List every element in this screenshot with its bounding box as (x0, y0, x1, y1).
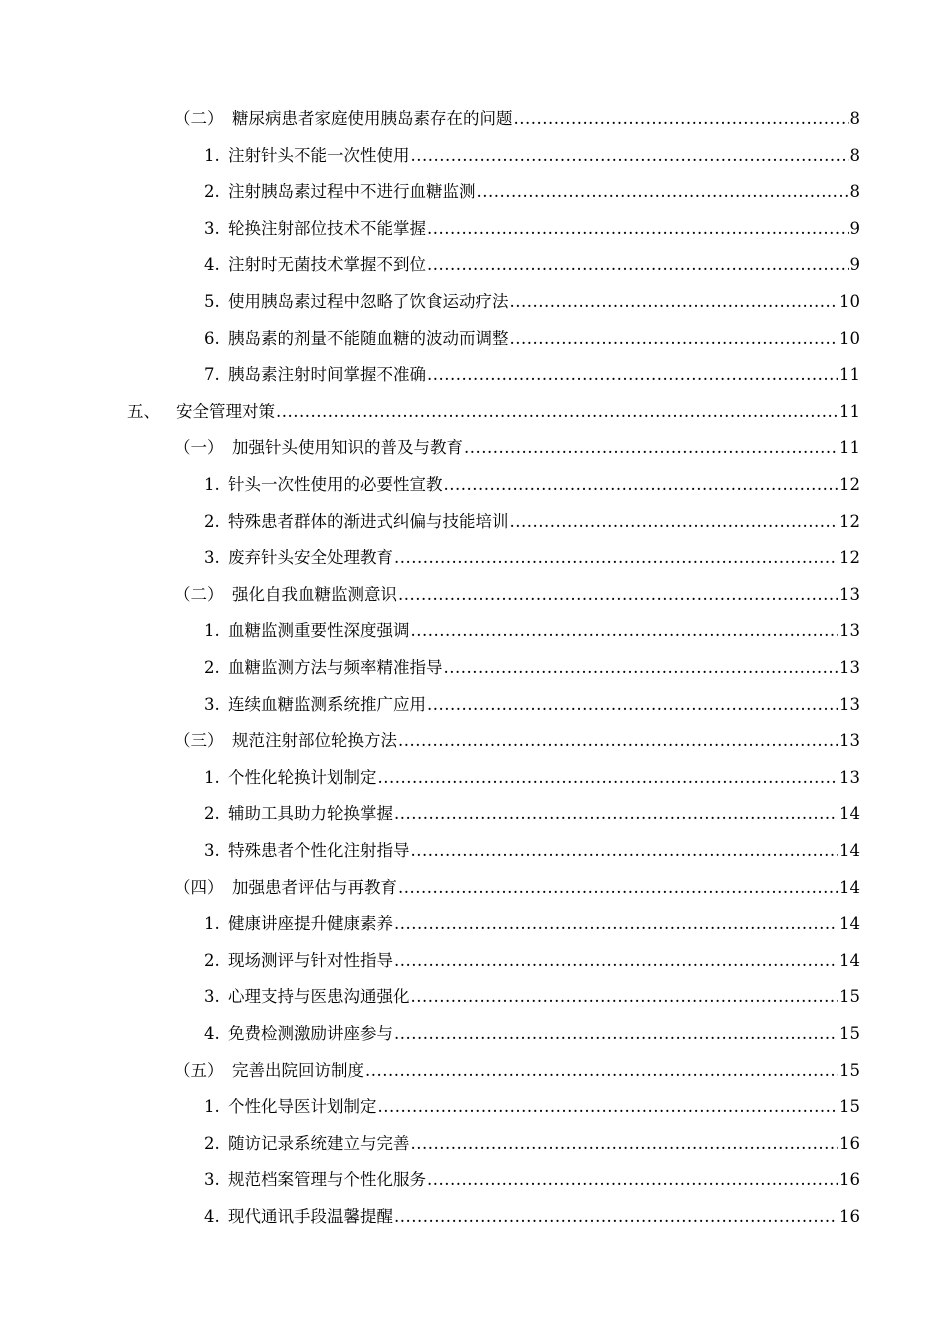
toc-entry-title: 轮换注射部位技术不能掌握 (228, 218, 426, 238)
toc-dot-leader (398, 730, 838, 752)
toc-entry-number: （一） (174, 438, 224, 458)
toc-entry[interactable] (204, 328, 860, 350)
toc-page-number: 11 (839, 438, 860, 458)
toc-entry[interactable] (174, 584, 860, 606)
toc-entry[interactable] (174, 437, 860, 459)
toc-entry[interactable] (174, 1060, 860, 1082)
toc-page-number: 16 (839, 1207, 860, 1226)
toc-page-number: 10 (839, 328, 860, 348)
toc-page-number: 13 (839, 694, 860, 714)
toc-dot-leader (365, 1060, 838, 1082)
toc-dot-leader (398, 584, 838, 606)
toc-entry-number: （二） (174, 584, 224, 604)
toc-entry-number: 4. (204, 255, 220, 275)
toc-entry-number: 1. (204, 914, 220, 934)
toc-entry-title: 强化自我血糖监测意识 (232, 584, 397, 604)
toc-entry[interactable] (204, 657, 860, 679)
toc-entry-number: （四） (174, 877, 224, 897)
toc-dot-leader (394, 547, 838, 569)
toc-entry-title: 血糖监测方法与频率精准指导 (228, 658, 443, 677)
toc-dot-leader (427, 1169, 838, 1191)
toc-dot-leader (444, 474, 839, 496)
toc-page-number: 14 (839, 841, 860, 860)
toc-dot-leader (427, 694, 838, 716)
toc-page-number: 8 (849, 145, 860, 165)
toc-entry-title: 个性化导医计划制定 (228, 1097, 377, 1117)
toc-entry-title: 血糖监测重要性深度强调 (228, 621, 410, 641)
toc-dot-leader (510, 511, 839, 533)
toc-dot-leader (394, 913, 838, 935)
toc-page-number: 12 (839, 548, 860, 568)
toc-page-number: 8 (849, 182, 860, 202)
toc-entry[interactable] (204, 364, 860, 386)
toc-page-number: 14 (839, 950, 860, 970)
toc-page-number: 16 (839, 1170, 860, 1190)
toc-entry-title: 加强患者评估与再教育 (232, 877, 397, 897)
toc-page-number: 13 (839, 621, 860, 641)
toc-page-number: 9 (849, 255, 860, 275)
toc-entry-number: 2. (204, 804, 220, 824)
toc-page-number: 9 (849, 218, 860, 238)
toc-page-number: 12 (839, 511, 860, 531)
toc-dot-leader (427, 254, 849, 276)
toc-dot-leader (394, 1023, 838, 1045)
toc-dot-leader (394, 950, 838, 972)
toc-entry-title: 现场测评与针对性指导 (228, 950, 393, 970)
toc-entry-title: 注射时无菌技术掌握不到位 (228, 255, 426, 275)
toc-entry[interactable] (204, 1133, 860, 1155)
toc-entry-title: 随访记录系统建立与完善 (228, 1133, 410, 1153)
toc-entry[interactable] (174, 108, 860, 130)
toc-entry[interactable] (204, 291, 860, 313)
toc-dot-leader (394, 803, 838, 825)
toc-entry[interactable] (204, 511, 860, 533)
toc-entry[interactable] (204, 803, 860, 825)
toc-entry-number: 3. (204, 218, 220, 238)
toc-dot-leader (411, 620, 839, 642)
toc-entry-number: 6. (204, 328, 220, 348)
toc-page-number: 10 (839, 292, 860, 311)
toc-entry[interactable] (204, 547, 860, 569)
toc-page-number: 14 (839, 804, 860, 824)
toc-entry[interactable] (204, 218, 860, 240)
toc-dot-leader (427, 364, 838, 386)
toc-entry[interactable] (204, 254, 860, 276)
toc-dot-leader (510, 328, 839, 350)
toc-dot-leader (411, 986, 839, 1008)
toc-entry[interactable] (204, 1023, 860, 1045)
toc-page-number: 13 (839, 731, 860, 751)
toc-entry[interactable] (204, 986, 860, 1008)
toc-dot-leader (411, 840, 839, 862)
toc-entry[interactable] (204, 913, 860, 935)
toc-dot-leader (411, 145, 849, 167)
toc-page-number: 13 (839, 767, 860, 787)
toc-entry-title: 现代通讯手段温馨提醒 (228, 1207, 393, 1226)
toc-entry-number: （五） (174, 1060, 224, 1080)
toc-dot-leader (276, 401, 838, 423)
toc-entry-title: 心理支持与医患沟通强化 (228, 987, 410, 1007)
toc-entry-title: 使用胰岛素过程中忽略了饮食运动疗法 (228, 292, 509, 311)
toc-page-number: 15 (839, 1060, 860, 1080)
toc-entry-number: 3. (204, 694, 220, 714)
toc-page-number: 15 (839, 1024, 860, 1043)
toc-entry-number: 五、 (127, 401, 160, 421)
toc-page-number: 14 (839, 877, 860, 897)
toc-page-number: 11 (839, 401, 860, 421)
toc-entry-title: 安全管理对策 (176, 401, 275, 421)
toc-entry-number: 2. (204, 1133, 220, 1153)
toc-entry[interactable] (204, 1206, 860, 1228)
toc-dot-leader (378, 1096, 839, 1118)
toc-entry-title: 注射胰岛素过程中不进行血糖监测 (228, 182, 476, 202)
toc-entry-title: 完善出院回访制度 (232, 1060, 364, 1080)
toc-entry-title: 规范注射部位轮换方法 (232, 731, 397, 751)
toc-page-number: 8 (849, 109, 860, 128)
toc-entry-number: 4. (204, 1207, 220, 1226)
toc-entry-number: （二） (174, 109, 224, 128)
toc-entry[interactable] (174, 730, 860, 752)
toc-entry[interactable] (127, 401, 860, 423)
toc-entry-number: 2. (204, 950, 220, 970)
toc-entry-number: 3. (204, 987, 220, 1007)
toc-entry-title: 特殊患者个性化注射指导 (228, 841, 410, 860)
toc-entry-title: 注射针头不能一次性使用 (228, 145, 410, 165)
toc-entry-number: 1. (204, 767, 220, 787)
toc-entry-title: 健康讲座提升健康素养 (228, 914, 393, 934)
toc-entry-number: 1. (204, 1097, 220, 1117)
toc-entry-title: 连续血糖监测系统推广应用 (228, 694, 426, 714)
toc-page-number: 11 (839, 365, 860, 385)
toc-entry-number: 3. (204, 841, 220, 860)
toc-entry-number: （三） (174, 731, 224, 751)
toc-page-number: 14 (839, 914, 860, 934)
toc-entry-number: 2. (204, 182, 220, 202)
toc-dot-leader (464, 437, 838, 459)
toc-entry[interactable] (204, 767, 860, 789)
toc-entry-number: 2. (204, 511, 220, 531)
toc-entry-number: 2. (204, 658, 220, 677)
toc-entry-number: 1. (204, 475, 220, 494)
toc-entry[interactable] (204, 1169, 860, 1191)
toc-entry-title: 免费检测激励讲座参与 (228, 1024, 393, 1043)
toc-entry-title: 辅助工具助力轮换掌握 (228, 804, 393, 824)
toc-entry-title: 加强针头使用知识的普及与教育 (232, 438, 463, 458)
toc-entry-title: 针头一次性使用的必要性宣教 (228, 475, 443, 494)
toc-page-number: 16 (839, 1133, 860, 1153)
toc-entry-number: 4. (204, 1024, 220, 1043)
toc-entry-title: 规范档案管理与个性化服务 (228, 1170, 426, 1190)
toc-dot-leader (477, 181, 849, 203)
toc-entry-number: 5. (204, 292, 220, 311)
toc-entry-number: 1. (204, 621, 220, 641)
toc-dot-leader (510, 291, 839, 313)
toc-entry-title: 废弃针头安全处理教育 (228, 548, 393, 568)
toc-entry[interactable] (204, 840, 860, 862)
toc-entry[interactable] (204, 145, 860, 167)
toc-entry-number: 3. (204, 1170, 220, 1190)
toc-dot-leader (427, 218, 849, 240)
toc-entry[interactable] (204, 620, 860, 642)
toc-entry-number: 1. (204, 145, 220, 165)
toc-dot-leader (378, 767, 839, 789)
toc-entry[interactable] (204, 181, 860, 203)
toc-entry[interactable] (204, 694, 860, 716)
toc-dot-leader (514, 108, 849, 130)
toc-dot-leader (394, 1206, 838, 1228)
toc-entry[interactable] (204, 474, 860, 496)
toc-entry-number: 3. (204, 548, 220, 568)
toc-entry[interactable] (204, 1096, 860, 1118)
toc-page-number: 15 (839, 1097, 860, 1117)
toc-entry[interactable] (174, 877, 860, 899)
toc-entry[interactable] (204, 950, 860, 972)
toc-page-number: 15 (839, 987, 860, 1007)
toc-entry-title: 特殊患者群体的渐进式纠偏与技能培训 (228, 511, 509, 531)
toc-dot-leader (411, 1133, 839, 1155)
toc-entry-title: 胰岛素注射时间掌握不准确 (228, 365, 426, 385)
toc-dot-leader (444, 657, 839, 679)
toc-entry-number: 7. (204, 365, 220, 385)
toc-dot-leader (398, 877, 838, 899)
toc-entry-title: 糖尿病患者家庭使用胰岛素存在的问题 (232, 109, 513, 128)
toc-page-number: 13 (839, 658, 860, 677)
toc-entry-title: 个性化轮换计划制定 (228, 767, 377, 787)
toc-page-number: 12 (839, 475, 860, 494)
toc-entry-title: 胰岛素的剂量不能随血糖的波动而调整 (228, 328, 509, 348)
toc-page-number: 13 (839, 584, 860, 604)
